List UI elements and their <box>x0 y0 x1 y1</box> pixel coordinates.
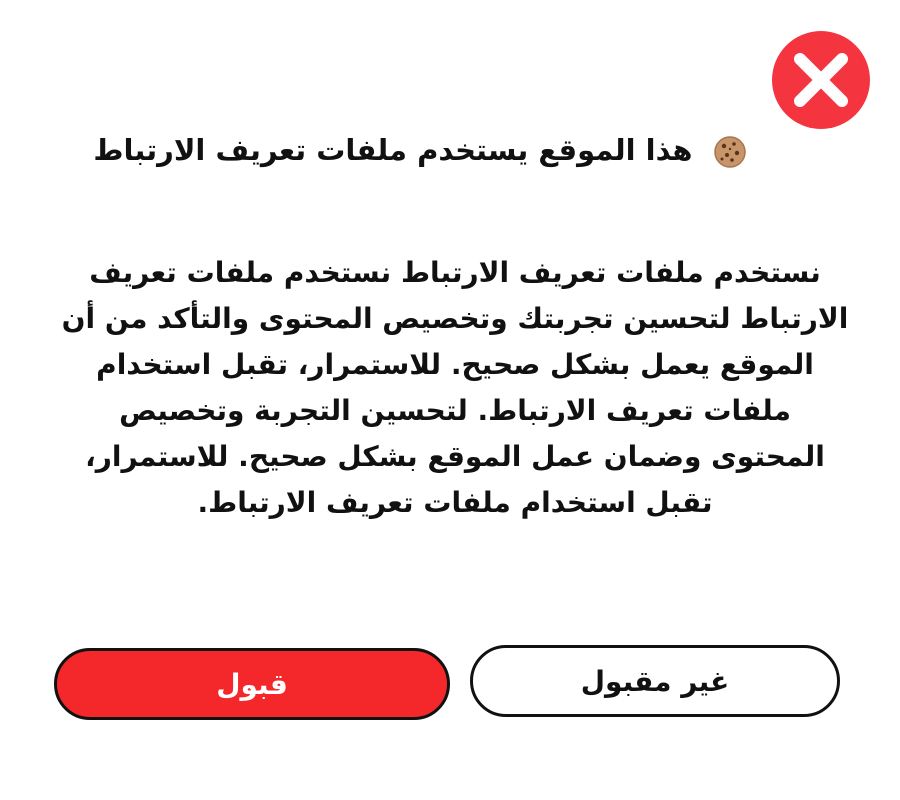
close-icon <box>772 31 870 129</box>
dialog-title: هذا الموقع يستخدم ملفات تعريف الارتباط <box>93 133 693 167</box>
dialog-title-row <box>90 128 750 172</box>
dialog-message: نستخدم ملفات تعريف الارتباط نستخدم ملفات تعريف الارتباط لتحسين تجربتك وتخصيص المحتوى والتأكد من أن الموقع يعمل بشكل صحيح. للاستمرار، تقبل استخدام ملفات تعريف الارتباط. لتحسين التجربة وتخصيص المحتوى وضمان عمل الموقع بشكل صحيح. للاستمرار، تقبل استخدام ملفات تعريف الارتباط. <box>61 256 849 519</box>
accept-button[interactable]: قبول <box>54 648 450 720</box>
cookie-icon <box>713 135 747 169</box>
reject-button[interactable]: غير مقبول <box>470 645 840 717</box>
close-button[interactable] <box>772 31 870 129</box>
